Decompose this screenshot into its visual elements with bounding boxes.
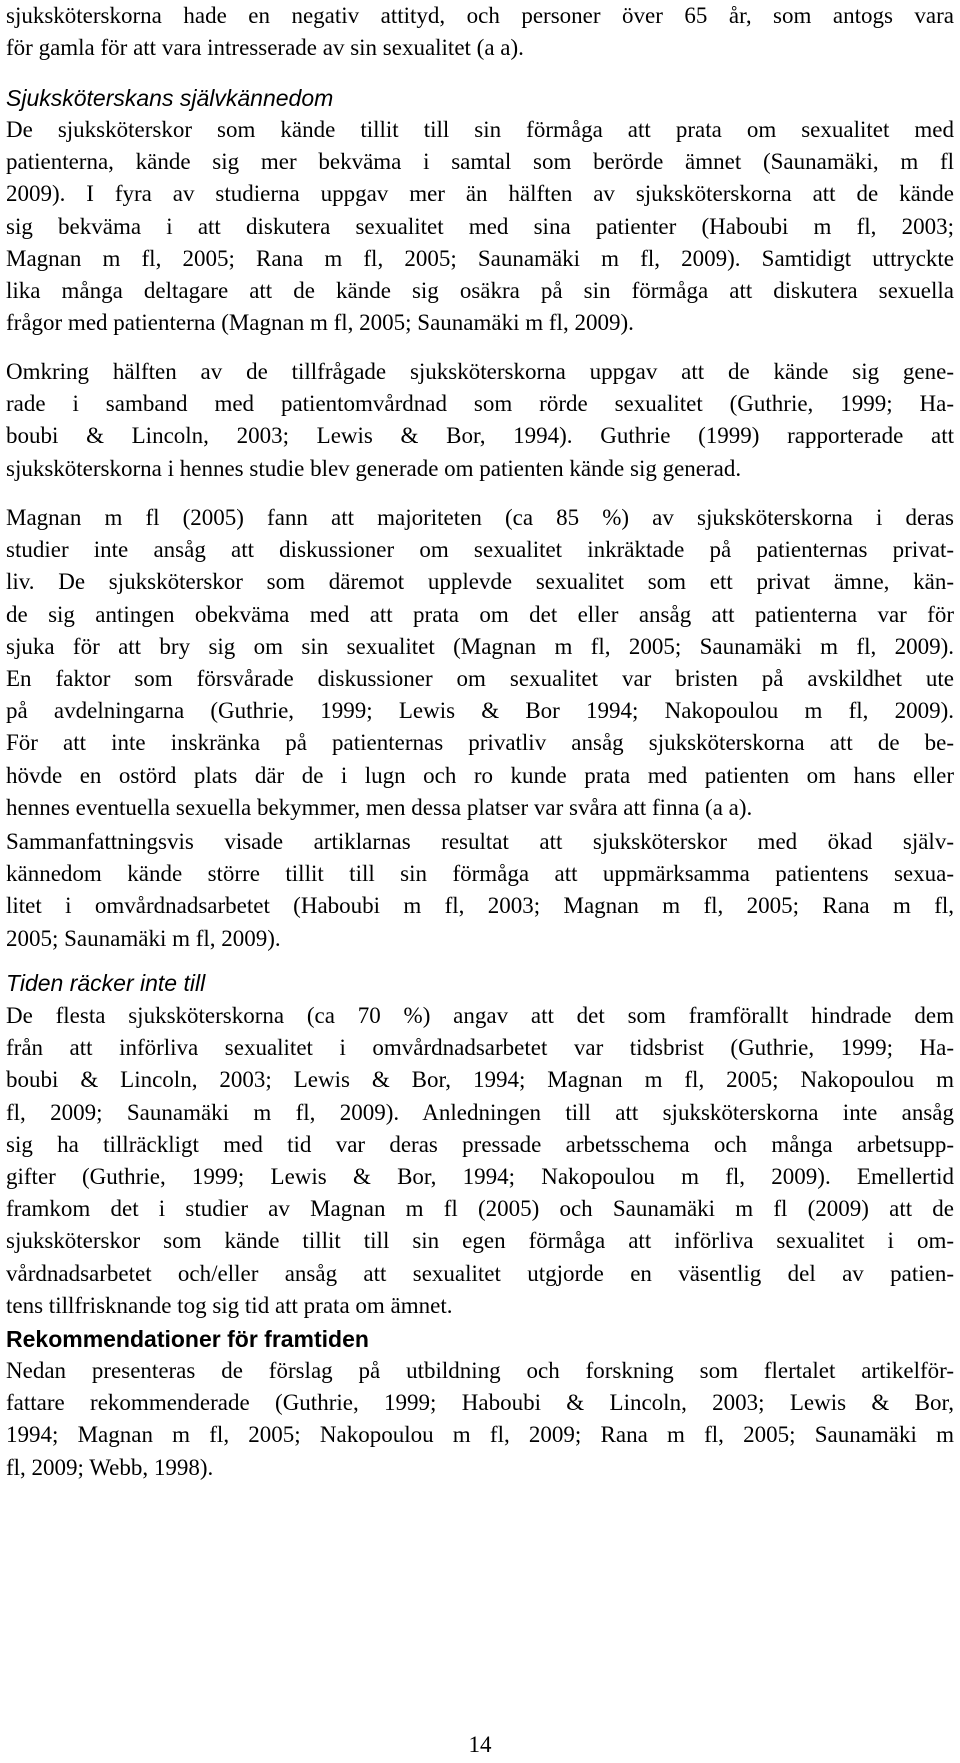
text-line: boubi & Lincoln, 2003; Lewis & Bor, 1994). Guthrie (1999) rapporterade att [6, 423, 954, 449]
text-line: hövde en ostörd plats där de i lugn och ro kunde prata med patienten om hans eller [6, 762, 954, 788]
text-line: tens tillfrisknande tog sig tid att prata om ämnet. [6, 1292, 453, 1318]
page-number: 14 [468, 1732, 492, 1757]
text-line: De sjuksköterskor som kände tillit till sin förmåga att prata om sexualitet med [6, 117, 954, 142]
text-line: 2005; Saunamäki m fl, 2009). [6, 925, 281, 951]
text-line: litet i omvårdnadsarbetet (Haboubi m fl, 2003; Magnan m fl, 2005; Rana m fl, [6, 893, 954, 919]
text-line: frågor med patienterna (Magnan m fl, 2005; Saunamäki m fl, 2009). [6, 310, 634, 336]
text-line: För att inte inskränka på patienternas privatliv ansåg sjuksköterskorna att de be- [6, 730, 954, 756]
text-line: de sig antingen obekväma med att prata om det eller ansåg att patienterna var för [6, 601, 954, 627]
text-line: sig ha tillräckligt med tid var deras pressade arbetsschema och många arbetsupp- [6, 1131, 954, 1157]
text-line: fl, 2009; Saunamäki m fl, 2009). Anledningen till att sjuksköterskorna inte ansåg [6, 1099, 954, 1125]
paragraph-self-knowledge-2 [6, 356, 954, 485]
text-line: fattare rekommenderade (Guthrie, 1999; Haboubi & Lincoln, 2003; Lewis & Bor, [6, 1390, 954, 1416]
text-line: sjuka för att bry sig om sin sexualitet (Magnan m fl, 2005; Saunamäki m fl, 2009). [6, 633, 954, 659]
text-line: lika många deltagare att de kände sig osäkra på sin förmåga att diskutera sexuella [6, 277, 954, 303]
text-line: Sammanfattningsvis visade artiklarnas resultat att sjuksköterskor med ökad själv- [6, 829, 954, 854]
section-heading-time: Tiden räcker inte till [6, 970, 206, 996]
text-line: studier inte ansåg att diskussioner om sexualitet inkräktade på patienternas privat- [6, 537, 954, 563]
intro-paragraph [6, 0, 954, 64]
text-line: hennes eventuella sexuella bekymmer, men dessa platser var svåra att finna (a a). [6, 794, 753, 820]
text-line: gifter (Guthrie, 1999; Lewis & Bor, 1994; Nakopoulou m fl, 2009). Emellertid [6, 1163, 954, 1189]
text-line: från att införliva sexualitet i omvårdnadsarbetet var tidsbrist (Guthrie, 1999; Ha- [6, 1035, 954, 1061]
paragraph-recommendations [6, 1355, 954, 1484]
text-line: sjuksköterskorna hade en negativ attityd, och personer över 65 år, som antogs vara [6, 3, 954, 28]
text-line: Nedan presenteras de förslag på utbildning och forskning som flertalet artikelför- [6, 1358, 954, 1383]
text-line: framkom det i studier av Magnan m fl (2005) och Saunamäki m fl (2009) att de [6, 1196, 954, 1222]
text-line: på avdelningarna (Guthrie, 1999; Lewis & Bor 1994; Nakopoulou m fl, 2009). [6, 698, 954, 724]
section-heading-self-knowledge: Sjuksköterskans självkännedom [6, 85, 334, 111]
text-line: 1994; Magnan m fl, 2005; Nakopoulou m fl, 2009; Rana m fl, 2005; Saunamäki m [6, 1422, 954, 1448]
text-line: sjuksköterskorna i hennes studie blev generade om patienten kände sig generad. [6, 455, 742, 481]
text-line: kännedom kände större tillit till sin förmåga att uppmärksamma patientens sexua- [6, 861, 954, 887]
text-line: Magnan m fl (2005) fann att majoriteten (ca 85 %) av sjuksköterskorna i deras [6, 505, 954, 530]
paragraph-self-knowledge-4 [6, 826, 954, 955]
text-line: sjuksköterskor som kände tillit till sin egen förmåga att införliva sexualitet i om- [6, 1228, 954, 1254]
paragraph-time [6, 1000, 954, 1322]
paragraph-self-knowledge-3 [6, 502, 954, 824]
text-line: rade i samband med patientomvårdnad som rörde sexualitet (Guthrie, 1999; Ha- [6, 391, 954, 417]
section-heading-recommendations: Rekommendationer för framtiden [6, 1326, 369, 1352]
text-line: 2009). I fyra av studierna uppgav mer än hälften av sjuksköterskorna att de kände [6, 181, 954, 207]
text-line: patienterna, kände sig mer bekväma i samtal som berörde ämnet (Saunamäki, m fl [6, 149, 954, 175]
text-line: boubi & Lincoln, 2003; Lewis & Bor, 1994; Magnan m fl, 2005; Nakopoulou m [6, 1067, 954, 1093]
text-line: fl, 2009; Webb, 1998). [6, 1454, 214, 1480]
text-line: vårdnadsarbetet och/eller ansåg att sexualitet utgjorde en väsentlig del av patien- [6, 1260, 954, 1286]
paragraph-self-knowledge-1 [6, 114, 954, 339]
text-line: Omkring hälften av de tillfrågade sjuksköterskorna uppgav att de kände sig gene- [6, 359, 954, 384]
text-line: sig bekväma i att diskutera sexualitet med sina patienter (Haboubi m fl, 2003; [6, 213, 954, 239]
text-line: De flesta sjuksköterskorna (ca 70 %) angav att det som framförallt hindrade dem [6, 1003, 954, 1028]
text-line: Magnan m fl, 2005; Rana m fl, 2005; Saunamäki m fl, 2009). Samtidigt uttryckte [6, 245, 954, 271]
text-line: liv. De sjuksköterskor som däremot upplevde sexualitet som ett privat ämne, kän- [6, 569, 954, 595]
text-line: för gamla för att vara intresserade av sin sexualitet (a a). [6, 35, 524, 61]
text-line: En faktor som försvårade diskussioner om sexualitet var bristen på avskildhet ute [6, 665, 954, 691]
